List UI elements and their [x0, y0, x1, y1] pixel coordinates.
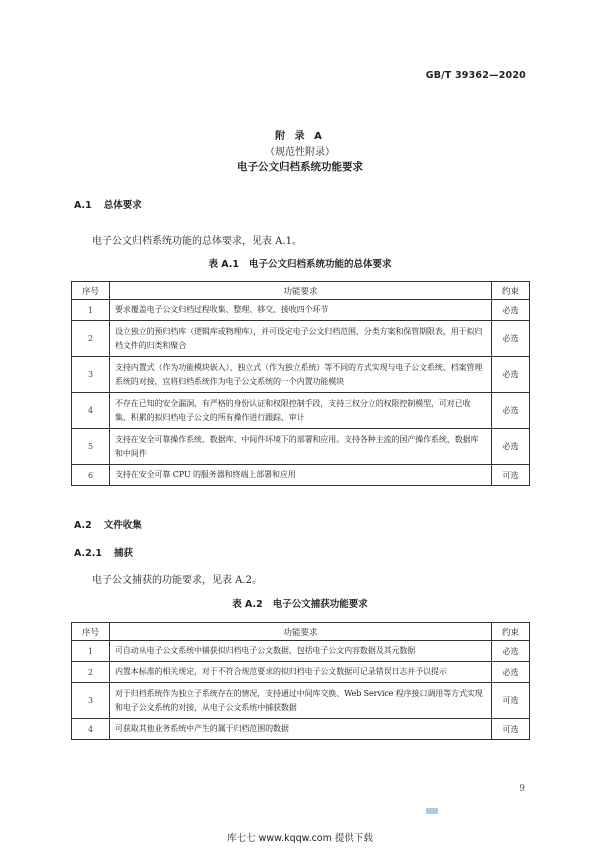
table-title: 电子公文捕获功能要求 — [272, 599, 368, 610]
page-number: 9 — [519, 784, 525, 794]
row-number: 4 — [72, 719, 110, 740]
row-requirement: 设立独立的预归档库（逻辑库或物理库），并可设定电子公文归档范围、分类方案和保管期限表，用于拟归档文件的归类和聚合 — [110, 321, 492, 357]
footer-download-link[interactable]: 库七七 www.kqqw.com 提供下载 — [227, 833, 373, 844]
table-number: 表 A.1 — [208, 259, 240, 270]
section-a1-heading — [74, 197, 142, 211]
section-a1-intro: 电子公文归档系统功能的总体要求，见表 A.1。 — [92, 236, 302, 247]
row-number: 1 — [72, 641, 110, 662]
subsection-number: A.2.1 — [74, 548, 102, 559]
row-constraint: 必选 — [492, 357, 530, 393]
table-row — [72, 641, 530, 662]
row-constraint: 必选 — [492, 321, 530, 357]
row-constraint: 可选 — [492, 719, 530, 740]
row-number: 4 — [72, 393, 110, 429]
standard-code: GB/T 39362—2020 — [425, 70, 526, 81]
table-row — [72, 321, 530, 357]
table-a1-caption — [0, 256, 600, 270]
row-requirement: 支持在安全可靠操作系统、数据库、中间件环境下的部署和应用。支持各种主流的国产操作系统、数据库和中间件 — [110, 429, 492, 465]
subsection-a2-1-heading — [74, 545, 133, 559]
row-requirement: 内置本标准的相关规定，对于不符合规范要求的拟归档电子公文数据可记录错误日志并予以提示 — [110, 662, 492, 683]
section-a2-heading — [74, 517, 142, 531]
row-number: 1 — [72, 300, 110, 321]
row-requirement: 支持在安全可靠 CPU 的服务器和终端上部署和应用 — [110, 465, 492, 486]
column-header-no: 序号 — [72, 623, 110, 641]
table-row — [72, 357, 530, 393]
table-row — [72, 662, 530, 683]
row-requirement: 可自动从电子公文系统中捕获拟归档电子公文数据，包括电子公文内容数据及其元数据 — [110, 641, 492, 662]
table-title: 电子公文归档系统功能的总体要求 — [249, 259, 392, 270]
row-number: 3 — [72, 683, 110, 719]
row-requirement: 对于归档系统作为独立子系统存在的情况，支持通过中间库交换、Web Service 程序接口调用等方式实现和电子公文系统的对接，从电子公文系统中捕获数据 — [110, 683, 492, 719]
annex-type: （规范性附录） — [265, 147, 335, 158]
table-a1 — [71, 281, 530, 486]
annex-label: 附 录 A — [275, 131, 325, 142]
table-header-row — [72, 623, 530, 641]
table-row — [72, 429, 530, 465]
row-constraint: 必选 — [492, 429, 530, 465]
row-constraint: 必选 — [492, 393, 530, 429]
row-constraint: 必选 — [492, 641, 530, 662]
annex-title: 电子公文归档系统功能要求 — [237, 161, 363, 173]
row-number: 2 — [72, 321, 110, 357]
table-header-row — [72, 282, 530, 300]
row-constraint: 可选 — [492, 465, 530, 486]
column-header-constraint: 约束 — [492, 623, 530, 641]
column-header-requirement: 功能要求 — [110, 282, 492, 300]
row-requirement: 可获取其他业务系统中产生的属于归档范围的数据 — [110, 719, 492, 740]
section-title: 总体要求 — [103, 200, 142, 211]
table-row — [72, 719, 530, 740]
table-row — [72, 683, 530, 719]
section-title: 文件收集 — [103, 520, 142, 531]
row-constraint: 必选 — [492, 300, 530, 321]
table-row — [72, 465, 530, 486]
row-number: 2 — [72, 662, 110, 683]
row-requirement: 支持内置式（作为功能模块嵌入）、独立式（作为独立系统）等不同的方式实现与电子公文系统、档案管理系统的对接，宜将归档系统作为电子公文系统的一个内置功能模块 — [110, 357, 492, 393]
row-constraint: 可选 — [492, 683, 530, 719]
column-header-no: 序号 — [72, 282, 110, 300]
row-constraint: 必选 — [492, 662, 530, 683]
subsection-title: 捕获 — [113, 548, 133, 559]
column-header-constraint: 约束 — [492, 282, 530, 300]
watermark-logo — [426, 808, 438, 814]
table-a2-caption — [0, 596, 600, 610]
row-requirement: 要求覆盖电子公文归档过程收集、整理、移交、接收四个环节 — [110, 300, 492, 321]
row-number: 3 — [72, 357, 110, 393]
section-number: A.1 — [74, 200, 92, 211]
table-number: 表 A.2 — [232, 599, 263, 610]
column-header-requirement: 功能要求 — [110, 623, 492, 641]
row-number: 6 — [72, 465, 110, 486]
table-row — [72, 300, 530, 321]
table-row — [72, 393, 530, 429]
row-requirement: 不存在已知的安全漏洞，有严格的身份认证和权限控制手段，支持三权分立的权限控制模型，可对已收集、积累的拟归档电子公文的所有操作进行跟踪、审计 — [110, 393, 492, 429]
table-a2 — [71, 622, 530, 740]
row-number: 5 — [72, 429, 110, 465]
section-number: A.2 — [74, 520, 92, 531]
section-a2-intro: 电子公文捕获的功能要求，见表 A.2。 — [92, 575, 262, 586]
